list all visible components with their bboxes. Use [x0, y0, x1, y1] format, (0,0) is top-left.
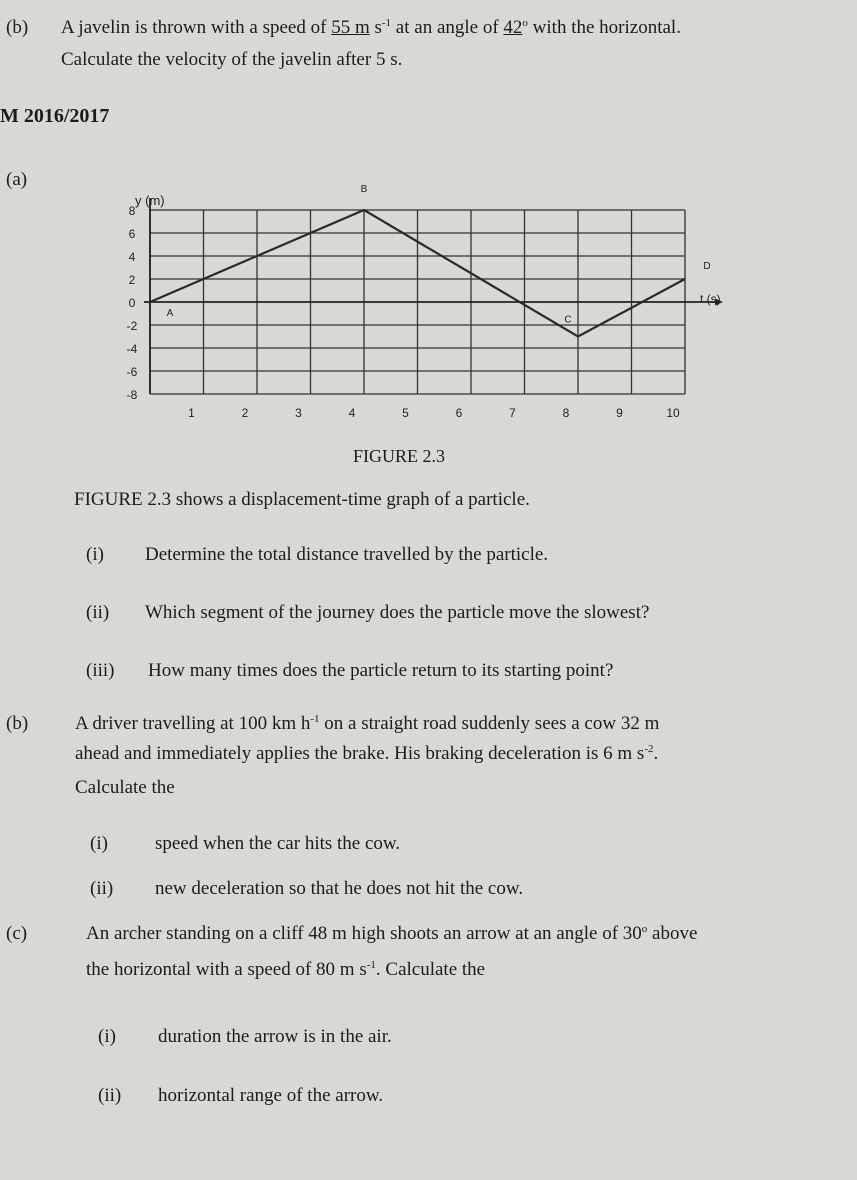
x-tick-label: 5	[402, 406, 409, 420]
part-c-line1-post: above	[647, 923, 698, 944]
part-b-label: (b)	[6, 713, 29, 734]
part-b-line1-post: on a straight road suddenly sees a cow	[319, 713, 621, 734]
part-b-line2-post: .	[653, 743, 659, 764]
y-tick-label: -2	[126, 319, 138, 333]
part-a-intro: FIGURE 2.3 shows a displacement-time graph of a particle.	[74, 489, 530, 510]
y-tick-label: 4	[128, 250, 136, 264]
part-c-label: (c)	[6, 923, 28, 944]
question-b-ii: new deceleration so that he does not hit the cow.	[155, 878, 524, 899]
x-tick-label: 2	[241, 406, 249, 420]
part-b-line1-text: A driver travelling at	[75, 713, 239, 734]
arrow-angle-sup: o	[641, 923, 648, 935]
question-c-ii: horizontal range of the arrow.	[158, 1085, 384, 1106]
question-a-i: Determine the total distance travelled by the particle.	[145, 544, 549, 565]
javelin-speed-sup: -1	[381, 17, 392, 29]
x-tick-label: 9	[616, 406, 623, 420]
x-tick-label: 6	[455, 406, 463, 420]
part-c-line1-text: An archer standing on a cliff	[86, 923, 309, 944]
part-b-line2	[75, 744, 658, 763]
y-axis-label: y (m)	[135, 193, 165, 208]
part-c-line2-text: the horizontal with a speed of	[86, 959, 317, 980]
prev-b-line1	[61, 18, 681, 37]
y-tick-label: -8	[126, 388, 138, 402]
prev-b-line1-text: A javelin is thrown with a speed of	[61, 17, 332, 38]
question-c-i-num: (i)	[98, 1026, 116, 1047]
part-c-line2-post: . Calculate the	[375, 959, 486, 980]
x-tick-label: 7	[509, 406, 516, 420]
prev-b-line1-post: with the horizontal.	[527, 17, 681, 38]
y-tick-label: 6	[128, 227, 136, 241]
part-b-line3: Calculate the	[75, 777, 175, 798]
figure-caption: FIGURE 2.3	[353, 446, 446, 466]
part-c-line2	[86, 960, 485, 979]
prev-b-line1-mid: at an angle of	[391, 17, 504, 38]
point-label-d: D	[703, 261, 711, 272]
cow-distance: 32 m	[620, 713, 660, 734]
displacement-time-graph	[110, 185, 730, 420]
question-a-i-num: (i)	[86, 544, 104, 565]
question-a-iii-num: (iii)	[86, 660, 115, 681]
javelin-speed: 55 m	[331, 17, 370, 38]
question-c-i: duration the arrow is in the air.	[158, 1026, 392, 1047]
point-label-b: B	[360, 185, 368, 195]
x-tick-label: 3	[295, 406, 302, 420]
x-tick-label: 4	[348, 406, 356, 420]
part-a-label: (a)	[6, 169, 28, 190]
part-b-line1	[75, 714, 659, 733]
braking-deceleration: 6 m s	[603, 743, 645, 764]
javelin-angle-deg: o	[522, 17, 528, 29]
x-axis-label: t (s)	[700, 292, 721, 306]
y-tick-label: 0	[128, 296, 136, 310]
point-label-c: C	[564, 314, 572, 326]
question-a-iii: How many times does the particle return to its starting point?	[148, 660, 614, 681]
braking-deceleration-sup: -2	[644, 743, 654, 755]
arrow-speed: 80 m s	[316, 959, 367, 980]
question-b-i: speed when the car hits the cow.	[155, 833, 401, 854]
y-tick-label: -4	[126, 342, 138, 356]
y-tick-label: 8	[128, 204, 136, 218]
arrow-angle: 30	[622, 923, 642, 944]
javelin-speed-unit: s	[369, 17, 382, 38]
x-tick-label: 8	[562, 406, 570, 420]
question-b-ii-num: (ii)	[90, 878, 114, 899]
question-a-ii-num: (ii)	[86, 602, 110, 623]
y-tick-label: 2	[128, 273, 136, 287]
graph-axes	[144, 198, 723, 394]
cliff-height: 48 m	[308, 923, 347, 944]
prev-b-label: (b)	[6, 17, 29, 38]
x-tick-label: 1	[188, 406, 195, 420]
graph-ticks	[127, 204, 680, 420]
part-b-line2-text: ahead and immediately applies the brake. His braking deceleration is	[75, 743, 604, 764]
javelin-angle: 42	[503, 17, 523, 38]
y-tick-label: -6	[126, 365, 138, 379]
prev-b-line2: Calculate the velocity of the javelin after 5 s.	[61, 49, 403, 70]
question-b-i-num: (i)	[90, 833, 108, 854]
driver-speed-sup: -1	[310, 713, 320, 725]
question-a-ii: Which segment of the journey does the particle move the slowest?	[145, 602, 650, 623]
driver-speed: 100 km h	[238, 713, 311, 734]
part-c-line1	[86, 924, 697, 943]
year-heading: M 2016/2017	[0, 105, 110, 127]
arrow-speed-sup: -1	[366, 959, 376, 971]
point-label-a: A	[166, 308, 174, 319]
x-tick-label: 10	[666, 406, 680, 420]
question-c-ii-num: (ii)	[98, 1085, 122, 1106]
part-c-line1-mid: high shoots an arrow at an angle of	[346, 923, 623, 944]
